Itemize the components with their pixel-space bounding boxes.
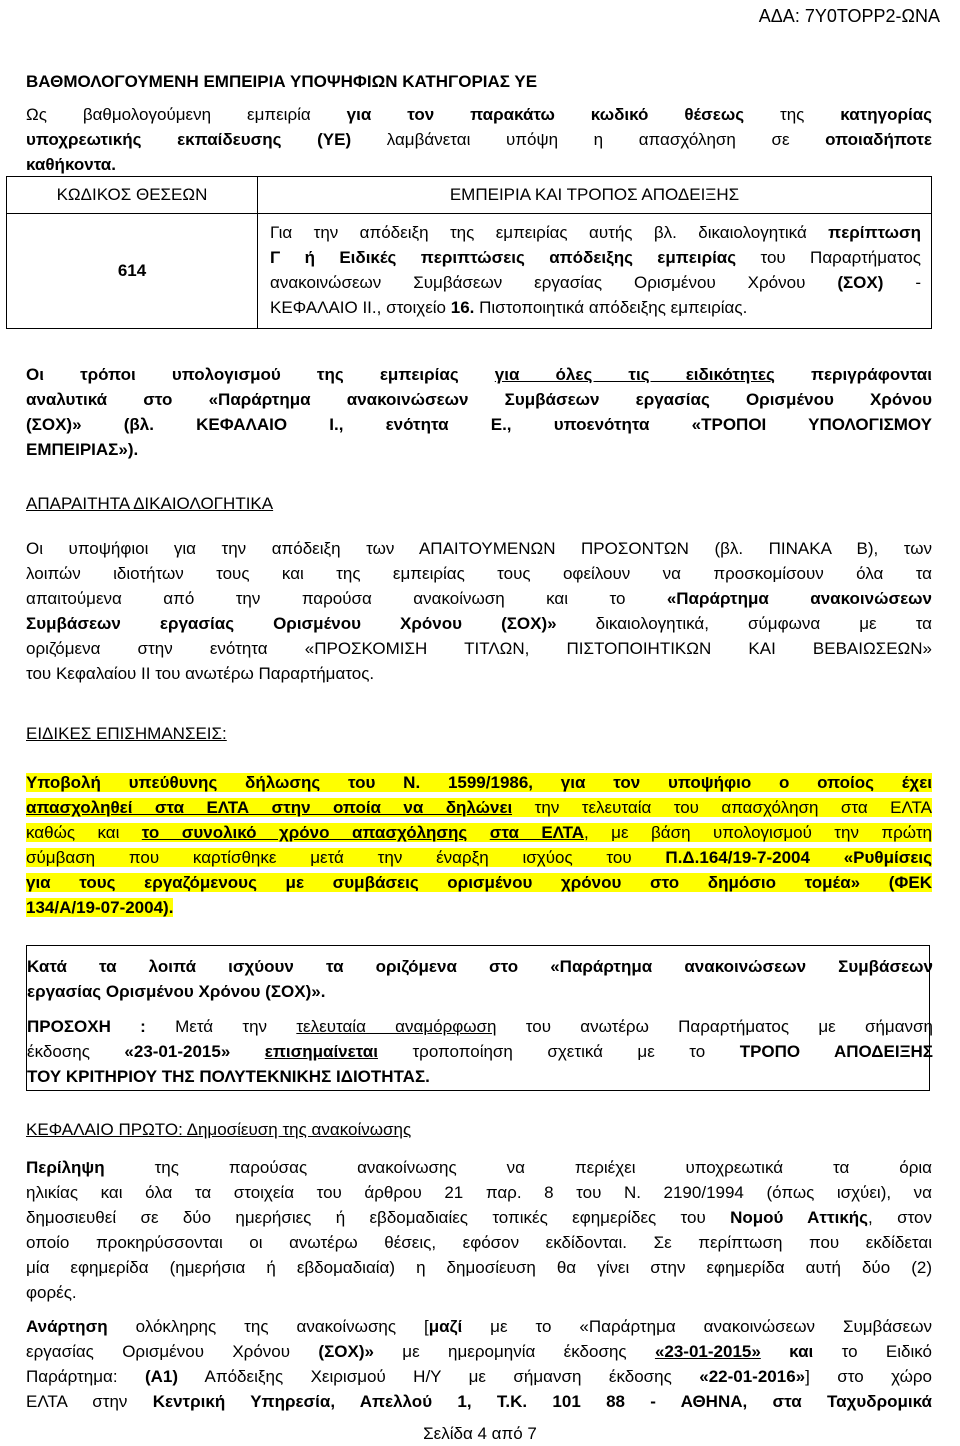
summary-line-3: δημοσιευθεί σε δύο ημερήσιες ή εβδομαδιαίες τοπικές εφημερίδες του Νομού Αττικής, στον [26,1208,933,1227]
notice-box [26,945,933,1091]
position-code: 614 [7,214,258,329]
required-docs-heading: ΑΠΑΡΑΙΤΗΤΑ ΔΙΚΑΙΟΛΟΓΗΤΙΚΑ [26,494,274,513]
intro-line-3: καθήκοντα. [26,155,116,174]
req-line-3: απαιτούμενα από την παρούσα ανακοίνωση και το «Παράρτημα ανακοινώσεων [26,589,932,608]
summary-line-1: Περίληψη της παρούσας ανακοίνωσης να περιέχει υποχρεωτικά τα όρια [26,1158,932,1177]
document-id: ΑΔΑ: 7Υ0ΤΟΡΡ2-ΩΝΑ [758,6,940,26]
box-line-1: Κατά τα λοιπά ισχύουν τα οριζόμενα στο «Παράρτημα ανακοινώσεων Συμβάσεων [27,957,933,976]
posting-line-1: Ανάρτηση ολόκληρης της ανακοίνωσης [μαζί με το «Παράρτημα ανακοινώσεων Συμβάσεων [26,1317,933,1336]
req-line-4: Συμβάσεων εργασίας Ορισμένου Χρόνου (ΣΟΧ)» δικαιολογητικά, σύμφωνα με τα [26,614,932,633]
intro-line-2: υποχρεωτικής εκπαίδευσης (ΥΕ) λαμβάνεται υπόψη η απασχόληση σε οποιαδήποτε [26,130,932,149]
summary-line-6: φορές. [26,1283,77,1302]
summary-line-5: μία εφημερίδα (ημερήσια ή εβδομαδιαία) η δημοσίευση θα γίνει στην εφημερίδα αυτή δύο (2) [26,1258,932,1277]
table-row [7,214,932,329]
page-number: Σελίδα 4 από 7 [423,1424,537,1443]
experience-description: Για την απόδειξη της εμπειρίας αυτής βλ. δικαιολογητικά περίπτωση Γ ή Ειδικές περιπτώσεις απόδειξης εμπειρίας του Παραρτήματος ανακοινώσεων Συμβάσεων εργασίας Ορισμένου Χρόνου (ΣΟΧ) - ΚΕΦΑΛΑΙΟ ΙΙ., στοιχείο 16. Πιστοποιητικά απόδειξης εμπειρίας. [258,214,932,329]
special-line-2: απασχοληθεί στα ΕΛΤΑ στην οποία να δηλώνει την τελευταία του απασχόληση στα ΕΛΤΑ [26,798,932,817]
req-line-2: λοιπών ιδιοτήτων τους και της εμπειρίας τους οφείλουν να προσκομίσουν όλα τα [26,564,932,583]
posting-line-4: ΕΛΤΑ στην Κεντρική Υπηρεσία, Απελλού 1, Τ.Κ. 101 88 - ΑΘΗΝΑ, στα Ταχυδρομικά [26,1392,932,1411]
req-line-5: οριζόμενα στην ενότητα «ΠΡΟΣΚΟΜΙΣΗ ΤΙΤΛΩΝ, ΠΙΣΤΟΠΟΙΗΤΙΚΩΝ ΚΑΙ ΒΕΒΑΙΩΣΕΩΝ» [26,639,932,658]
req-line-1: Οι υποψήφιοι για την απόδειξη των ΑΠΑΙΤΟΥΜΕΝΩΝ ΠΡΟΣΟΝΤΩΝ (βλ. ΠΙΝΑΚΑ Β), των [26,539,932,558]
posting-line-2: εργασίας Ορισμένου Χρόνου (ΣΟΧ)» με ημερομηνία έκδοσης «23-01-2015» και το Ειδικό [26,1342,932,1361]
calc-line-3: (ΣΟΧ)» (βλ. ΚΕΦΑΛΑΙΟ Ι., ενότητα Ε., υποενότητα «ΤΡΟΠΟΙ ΥΠΟΛΟΓΙΣΜΟΥ [26,415,933,434]
positions-table [6,176,932,329]
special-line-6: 134/Α/19-07-2004). [26,898,174,917]
special-line-5: για τους εργαζόμενους με συμβάσεις ορισμένου χρόνου στο δημόσιο τομέα» (ΦΕΚ [26,873,932,892]
special-line-4: σύμβαση που καρτίσθηκε μετά την έναρξη ισχύος του Π.Δ.164/19-7-2004 «Ρυθμίσεις [26,848,932,867]
chapter-heading: ΚΕΦΑΛΑΙΟ ΠΡΩΤΟ: Δημοσίευση της ανακοίνωσης [26,1120,412,1139]
summary-line-2: ηλικίας και όλα τα στοιχεία του άρθρου 21 παρ. 8 του Ν. 2190/1994 (όπως ισχύει), να [26,1183,932,1202]
calc-line-2: αναλυτικά στο «Παράρτημα ανακοινώσεων Συμβάσεων εργασίας Ορισμένου Χρόνου [26,390,932,409]
summary-line-4: οποίο προκηρύσσονται οι ανωτέρω θέσεις, εφόσον εκδίδονται. Σε περίπτωση που εκδίδεται [26,1233,932,1252]
special-line-1: Υποβολή υπεύθυνης δήλωσης του Ν. 1599/1986, για τον υποψήφιο ο οποίος έχει [26,773,932,792]
box-line-3: ΠΡΟΣΟΧΗ : Μετά την τελευταία αναμόρφωση του ανωτέρω Παραρτήματος με σήμανση [27,1017,933,1036]
special-line-3: καθώς και το συνολικό χρόνο απασχόλησης στα ΕΛΤΑ, με βάση υπολογισμού την πρώτη [26,823,933,842]
box-line-4: έκδοσης «23-01-2015» επισημαίνεται τροποποίηση σχετικά με το ΤΡΟΠΟ ΑΠΟΔΕΙΞΗΣ [27,1042,933,1061]
calc-line-4: ΕΜΠΕΙΡΙΑΣ»). [26,440,139,459]
calc-line-1: Οι τρόποι υπολογισμού της εμπειρίας για όλες τις ειδικότητες περιγράφονται [26,365,932,384]
posting-line-3: Παράρτημα: (Α1) Απόδειξης Χειρισμού Η/Υ με σήμανση έκδοσης «22-01-2016»] στο χώρο [26,1367,932,1386]
header-code: ΚΩΔΙΚΟΣ ΘΕΣΕΩΝ [7,177,258,214]
special-notes-heading: ΕΙΔΙΚΕΣ ΕΠΙΣΗΜΑΝΣΕΙΣ: [26,724,227,743]
req-line-6: του Κεφαλαίου ΙΙ του ανωτέρω Παραρτήματος. [26,664,375,683]
box-line-2: εργασίας Ορισμένου Χρόνου (ΣΟΧ)». [27,982,326,1001]
box-line-5: ΤΟΥ ΚΡΙΤΗΡΙΟΥ ΤΗΣ ΠΟΛΥΤΕΚΝΙΚΗΣ ΙΔΙΟΤΗΤΑΣ. [27,1067,430,1086]
intro-line-1: Ως βαθμολογούμενη εμπειρία για τον παρακάτω κωδικό θέσεως της κατηγορίας [26,105,932,124]
header-experience: ΕΜΠΕΙΡΙΑ ΚΑΙ ΤΡΟΠΟΣ ΑΠΟΔΕΙΞΗΣ [258,177,932,214]
section-title: ΒΑΘΜΟΛΟΓΟΥΜΕΝΗ ΕΜΠΕΙΡΙΑ ΥΠΟΨΗΦΙΩΝ ΚΑΤΗΓΟΡΙΑΣ ΥΕ [26,72,538,91]
